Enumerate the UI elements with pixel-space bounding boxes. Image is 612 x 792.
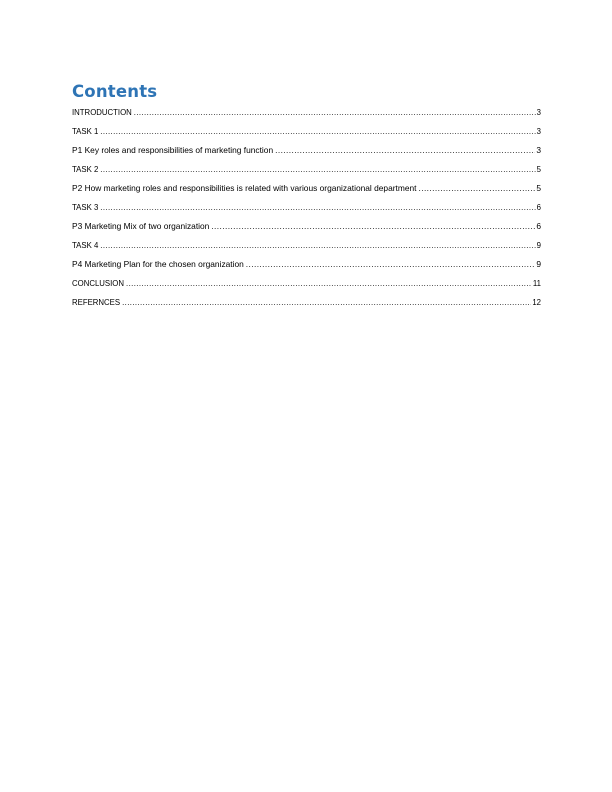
toc-entry-task-3[interactable] [72,198,541,217]
toc-heading: Contents [72,82,158,101]
toc-entry-label: TASK 2 [72,165,99,174]
toc-dot-leader [100,236,535,255]
toc-entry-references[interactable] [72,293,541,312]
toc-dot-leader [275,141,535,160]
toc-entry-label: P2 How marketing roles and responsibilities is related with various organizational department [72,183,417,193]
toc-entry-task-4[interactable] [72,236,541,255]
toc-entry-p2[interactable] [72,179,541,198]
toc-entry-label: TASK 4 [72,241,99,250]
toc-page-number: 9 [536,241,541,250]
toc-entry-conclusion[interactable] [72,274,541,293]
toc-page-number: 5 [536,183,541,193]
toc-entry-p1[interactable] [72,141,541,160]
toc-list [72,103,541,312]
toc-dot-leader [126,274,532,293]
table-of-contents [72,82,541,312]
toc-entry-label: P1 Key roles and responsibilities of marketing function [72,145,274,155]
toc-page-number: 9 [536,259,541,269]
toc-page-number: 3 [536,145,541,155]
toc-dot-leader [122,293,531,312]
toc-entry-introduction[interactable] [72,103,541,122]
toc-entry-p3[interactable] [72,217,541,236]
toc-dot-leader [418,179,535,198]
toc-dot-leader [246,255,536,274]
toc-page-number: 5 [536,165,541,174]
toc-dot-leader [134,103,536,122]
toc-page-number: 3 [536,108,541,117]
toc-entry-p4[interactable] [72,255,541,274]
toc-page-number: 6 [536,203,541,212]
toc-dot-leader [211,217,535,236]
toc-dot-leader [100,198,535,217]
toc-dot-leader [100,160,535,179]
toc-entry-task-2[interactable] [72,160,541,179]
toc-entry-task-1[interactable] [72,122,541,141]
toc-entry-label: INTRODUCTION [72,108,132,117]
toc-page-number: 12 [532,298,541,307]
toc-page-number: 3 [536,127,541,136]
toc-entry-label: REFERNCES [72,298,121,307]
toc-entry-label: TASK 1 [72,127,99,136]
toc-entry-label: P3 Marketing Mix of two organization [72,221,210,231]
toc-dot-leader [100,122,535,141]
toc-entry-label: CONCLUSION [72,279,124,288]
toc-page-number: 6 [536,221,541,231]
toc-page-number: 11 [532,279,541,288]
toc-entry-label: P4 Marketing Plan for the chosen organization [72,259,244,269]
toc-entry-label: TASK 3 [72,203,99,212]
